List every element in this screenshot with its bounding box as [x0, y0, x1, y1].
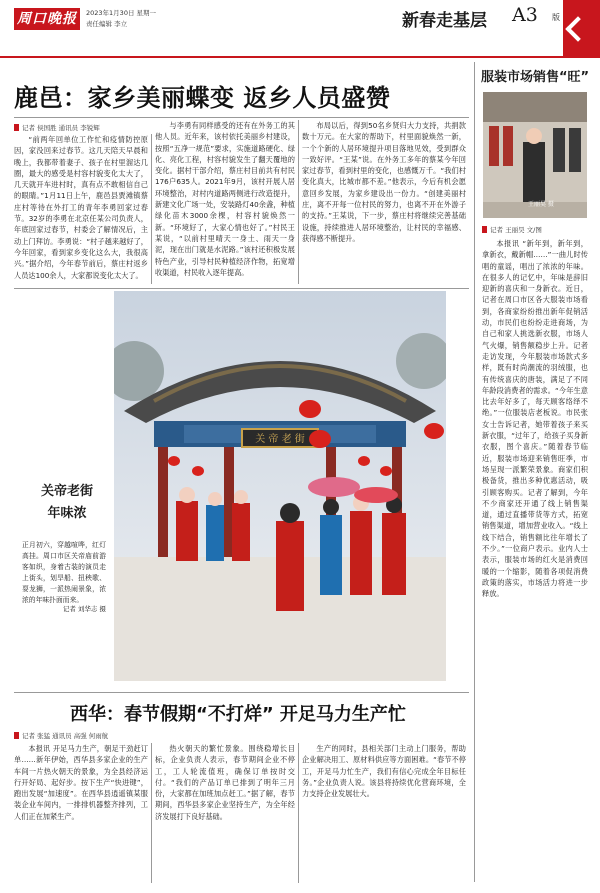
column-divider [151, 134, 152, 284]
headline-rule [14, 117, 469, 118]
lead-column-2 [155, 120, 295, 284]
masthead-rule [0, 56, 600, 58]
sidebar-article [482, 238, 588, 878]
second-byline-text: 记者 张猛 通讯员 高强 何雨航 [22, 732, 109, 740]
lead-col1-text: “前两年回单位工作忙和疫情防控原因，家没回来过春节。这几天陪天早晨和晚上，我都带着妻子、孩子在村里溜达几圈，最大的感受是村容村貌变化太大了，几天就开车进村时，真有点不敢相信自己的眼睛。”1月11日上午，鹿邑县贾滩镇蔡庄村等待在外打工的青年李勇回家过春节。32岁的李勇在北京任某公司负责人，年底回家过春节，村委会了解情况后，主动上门拜访。李勇说：“村子越来越好了，今年回家，看到家乡变化这么大，我很高兴。”据介绍，今年春节前后，蔡庄村返乡人员达100余人，大家都说变化太大了。 [14, 135, 148, 280]
temple-street-illustration [114, 291, 446, 681]
svg-text:关 帝 老 街: 关 帝 老 街 [255, 434, 305, 445]
lead-byline-text: 记者 侯国胜 通讯员 李锐辉 [22, 124, 100, 132]
column-divider [298, 743, 299, 883]
second-col2-text: 热火朝天的繁忙景象。围绕稳增长目标，企业负责人表示，春节期间企业不停工，工人轮流值班，确保订单按时交付。“我们的产品订单已排到了明年三月份，大家都在加班加点赶工。”据了解，春节期间，西华县多家企业坚持生产，为全年经济发展打下良好基础。 [155, 744, 295, 821]
page-number: A3 [512, 4, 538, 26]
caption-title-line-1: 关帝老街 [40, 484, 93, 499]
lead-headline: 鹿邑：家乡美丽蝶变 返乡人员盛赞 [14, 84, 391, 112]
byline-marker [14, 732, 19, 739]
sidebar-byline-text: 记者 王丽昊 文/图 [490, 226, 542, 234]
second-headline: 西华：春节假期“不打烊” 开足马力生产忙 [70, 704, 406, 725]
sidebar-divider [474, 62, 475, 882]
photo-caption-title [22, 481, 112, 525]
photo-caption-body: 正月初六，穿越喧哗，红灯高挂。周口市区关帝庙前游客如织，身着古装的演员走上街头，划旱船、扭秧歌、耍龙狮，一派热闹景象，浓浓的年味扑面而来。 [22, 541, 106, 604]
lead-column-3 [302, 120, 466, 284]
section-rule [14, 288, 469, 289]
sidebar-headline: 服装市场销售“旺” [481, 70, 590, 85]
festival-street-photo [114, 291, 446, 681]
second-column-1 [14, 743, 148, 883]
column-divider [151, 743, 152, 883]
chevron-left-icon [565, 16, 590, 41]
second-column-3 [302, 743, 466, 883]
lead-column-1 [14, 134, 148, 284]
sidebar-photo-credit: 王丽昊 摄 [528, 201, 554, 208]
section-rule [14, 692, 469, 693]
page-corner-tab [563, 0, 600, 58]
photo-credit: 记者 刘华志 摄 [62, 605, 106, 613]
sidebar-article-text: 本报讯 “新年到，新年到，拿新衣，戴新帽……”一曲儿时传唱的童谣，唱出了浓浓的年味。在很多人的记忆中，年味是辞旧迎新的喜庆和一身新衣。近日，记者在周口市区各大服装市场看到，各商家纷纷推出新年促销活动，市民们也纷纷走进商场，为自己和家人挑选新衣服，市场人气火爆，销售额稳步上升。记者走访发现，今年服装市场款式多样，既有时尚潮流的羽绒服，也有传统喜庆的唐装，满足了不同年龄段消费者的需求。“今年生意比去年好多了，每天顾客络绎不绝。”一位服装店老板说。市民张女士告诉记者，她带着孩子来买新衣服，“过年了，给孩子买身新衣服，图个喜庆。”随着春节临近，服装市场迎来销售旺季，市场呈现一派繁荣景象。商家们积极备货，推出多种优惠活动，吸引顾客购买。记者了解到，今年不少商家还开通了线上销售渠道，通过直播带货等方式，拓宽销售渠道，增加营业收入。“线上线下结合，销售额比往年增长了不少。”一位商户表示。业内人士表示，服装市场的红火是消费回暖的一个缩影，随着各项促消费政策的落实，市场活力将进一步释放。 [482, 239, 588, 599]
lead-byline [14, 123, 100, 132]
section-title: 新春走基层 [402, 11, 487, 31]
byline-marker [482, 226, 487, 233]
lead-col3-text: 布局以后，得到50名乡贤归大力支持，共捐款数十万元。在大家的帮助下，村里面貌焕然一新，一个个新的人居环境提升项目落地见效，受到群众一致好评。“王某”说。在外务工多年的蔡某今年回家过春节，看到村里的变化，也感慨万千。“我们村变化真大，比城市都不差。”他表示，今后有机会愿意回乡发展，为家乡建设出一份力。“创建美丽村庄，离不开每一位村民的努力，也离不开在外游子的支持。”王某说，下一步，蔡庄村将继续完善基础设施，持续推进人居环境整治，让村民的幸福感、获得感不断提升。 [302, 121, 466, 243]
second-col3-text: 生产的同时，县相关部门主动上门服务，帮助企业解决用工、原材料供应等方面困难。“春节不停工，开足马力忙生产，我们有信心完成全年目标任务。”企业负责人说。该县将持续优化营商环境，全力支持企业发展壮大。 [302, 744, 466, 799]
sidebar-byline [482, 225, 542, 234]
page-suffix: 版 [552, 13, 560, 22]
second-column-2 [155, 743, 295, 883]
byline-marker [14, 124, 19, 131]
page-editor: 责任编辑 李立 [86, 20, 128, 28]
caption-title-line-2: 年味浓 [47, 506, 87, 521]
column-divider [298, 120, 299, 284]
lead-col2-text: 与李勇有同样感受的还有在外务工的其他人员。近年来，该村依托美丽乡村建设，按照“五净一规范”要求，实施道路硬化、绿化、亮化工程，村容村貌发生了翻天覆地的变化。据村干部介绍，蔡庄村目前共有村民176户635人。2021年9月，该村开展人居环境整治，对村内道路两侧进行改造提升，新建文化广场一处，安装路灯40余盏，种植绿化苗木3000余棵，村容村貌焕然一新。“环境好了，大家心情也好了。”村民王某说，“以前村里晴天一身土、雨天一身泥，现在出门就是水泥路。”该村还积极发展特色产业，引导村民种植经济作物，拓宽增收渠道，村民收入逐年提高。 [155, 121, 295, 277]
second-byline [14, 731, 108, 740]
second-col1-text: 本报讯 开足马力生产，朝足干劲赶订单……新年伊始，西华县多家企业的生产车间一片热火朝天的景象，为全县经济运行开好局、起好步。按下生产“快进键”，跑出发展“加速度”。在西华县逍遥镇某服装企业车间内，一排排机器整齐排列，工人们正在加紧生产。 [14, 744, 148, 821]
newspaper-logo: 周口晚报 [14, 8, 80, 30]
issue-date: 2023年1月30日 星期一 [86, 9, 157, 17]
